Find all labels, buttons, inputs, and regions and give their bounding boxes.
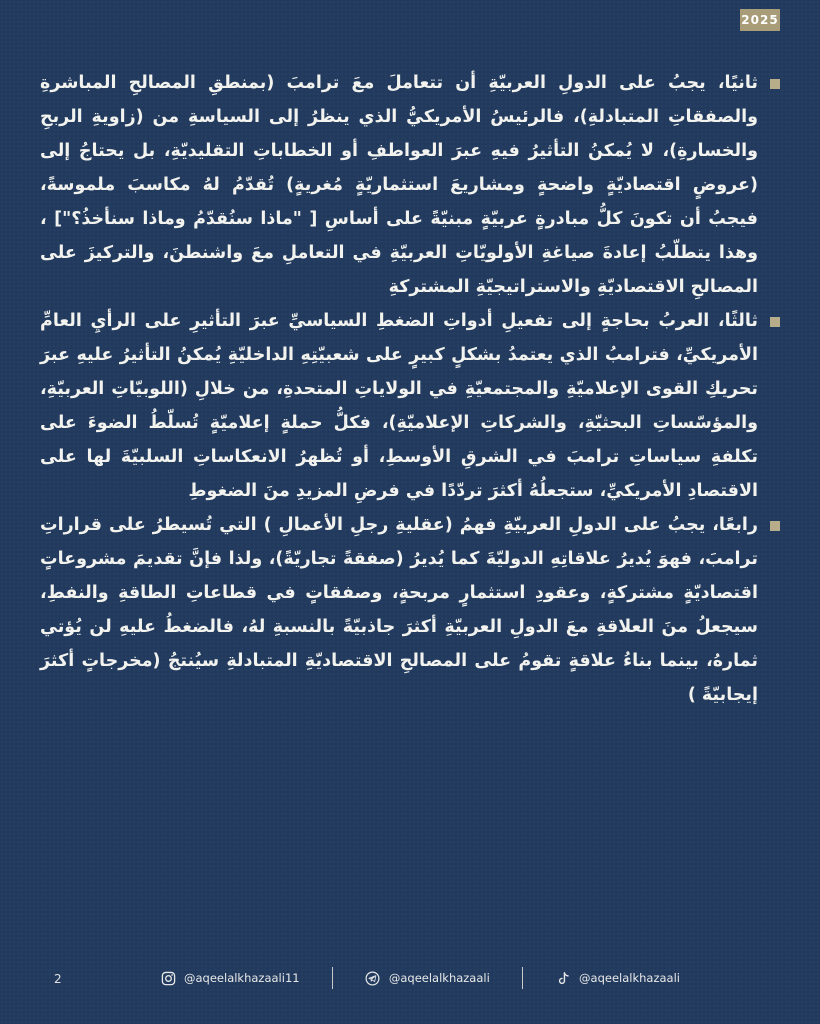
footer-divider bbox=[522, 967, 523, 989]
paragraph-fourth-text: رابعًا، يجبُ على الدولِ العربيّةِ فهمُ (عقليةِ رجلِ الأعمالِ ) التي تُسيطرُ على قراراتِ ترامبَ، فهوَ يُديرُ علاقاتِهِ الدوليّةَ كما يُديرُ (صفقةً تجاريّةً)، ولذا فإنَّ تقديمَ مشروعاتٍ اقتصاديّةٍ مشتركةٍ، وعقودِ استثمارٍ مربحةٍ، وصفقاتٍ في قطاعاتِ الطاقةِ والنفطِ، سيجعلُ منَ العلاقةِ معَ الدولِ العربيّةِ أكثرَ جاذبيّةً بالنسبةِ لهُ، فالضغطُ عليهِ لن يُؤتي ثمارهُ، بينما بناءُ علاقةٍ تقومُ على المصالحِ الاقتصاديّةِ المتبادلةِ سيُنتجُ (مخرجاتٍ أكثرَ إيجابيّةً ) bbox=[40, 515, 758, 705]
paragraph-third bbox=[40, 304, 780, 508]
social-instagram[interactable] bbox=[160, 970, 300, 986]
tiktok-handle[interactable]: @aqeelalkhazaali bbox=[579, 971, 680, 985]
paragraph-second bbox=[40, 66, 780, 304]
telegram-handle[interactable]: @aqeelalkhazaali bbox=[388, 971, 490, 985]
paragraph-second-text: ثانيًا، يجبُ على الدولِ العربيّةِ أن تتعاملَ معَ ترامبَ (بمنطقِ المصالحِ المباشرةِ والصفقاتِ المتبادلةِ)، فالرئيسُ الأمريكيُّ الذي ينظرُ إلى السياسةِ من (زاويةِ الربحِ والخسارةِ)، لا يُمكنُ التأثيرُ فيهِ عبرَ العواطفِ أو الخطاباتِ التقليديّةِ، بل يحتاجُ إلى (عروضٍ اقتصاديّةٍ واضحةٍ ومشاريعَ استثماريّةٍ مُغريةٍ) تُقدّمُ لهُ مكاسبَ ملموسةً، فيجبُ أن تكونَ كلُّ مبادرةٍ عربيّةٍ مبنيّةً على أساسِ [ "ماذا سنُقدّمُ وماذا سنأخذُ؟"] ، وهذا يتطلّبُ إعادةَ صياغةِ الأولويّاتِ العربيّةِ في التعاملِ معَ واشنطنَ، والتركيزَ على المصالحِ الاقتصاديّةِ والاستراتيجيّةِ المشتركةِ bbox=[40, 73, 758, 297]
social-footer bbox=[160, 965, 680, 991]
tiktok-icon bbox=[555, 970, 571, 986]
bullet-square-icon bbox=[770, 521, 780, 531]
instagram-handle[interactable]: @aqeelalkhazaali11 bbox=[184, 971, 300, 985]
page-number: 2 bbox=[54, 972, 62, 986]
bullet-square-icon bbox=[770, 317, 780, 327]
telegram-icon bbox=[365, 970, 381, 986]
instagram-icon bbox=[160, 970, 176, 986]
article-body bbox=[40, 66, 780, 712]
paragraph-third-text: ثالثًا، العربُ بحاجةٍ إلى تفعيلِ أدواتِ الضغطِ السياسيِّ عبرَ التأثيرِ على الرأيِ العامِّ الأمريكيِّ، فترامبُ الذي يعتمدُ بشكلٍ كبيرٍ على شعبيّتِهِ الداخليّةِ يُمكنُ التأثيرُ عليهِ عبرَ تحريكِ القوى الإعلاميّةِ والمجتمعيّةِ في الولاياتِ المتحدةِ، من خلالِ (اللوبيّاتِ العربيّةِ، والمؤسّساتِ البحثيّةِ، والشركاتِ الإعلاميّةِ)، فكلُّ حملةٍ إعلاميّةٍ تُسلّطُ الضوءَ على تكلفةِ سياساتِ ترامبَ في الشرقِ الأوسطِ، أو تُظهرُ الانعكاساتِ السلبيّةَ لها على الاقتصادِ الأمريكيِّ، ستجعلُهُ أكثرَ تردّدًا في فرضِ المزيدِ منَ الضغوطِ bbox=[40, 311, 758, 501]
bullet-square-icon bbox=[770, 79, 780, 89]
footer-divider bbox=[332, 967, 333, 989]
paragraph-fourth bbox=[40, 508, 780, 712]
social-telegram[interactable] bbox=[365, 970, 490, 986]
social-tiktok[interactable] bbox=[555, 970, 680, 986]
year-badge: 2025 bbox=[740, 9, 780, 31]
